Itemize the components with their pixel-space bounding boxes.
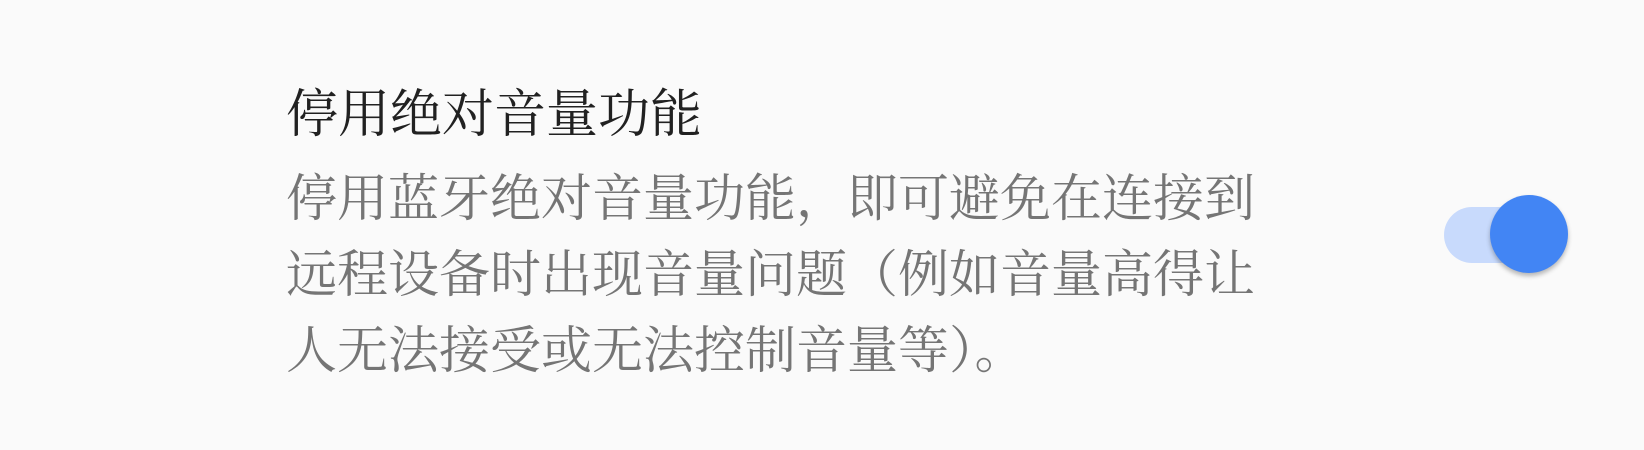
setting-summary: 停用蓝牙绝对音量功能，即可避免在连接到远程设备时出现音量问题（例如音量高得让人无法接受或无法控制音量等）。	[286, 170, 1256, 381]
setting-title: 停用绝对音量功能	[286, 85, 703, 145]
disable-absolute-volume-toggle[interactable]	[1440, 195, 1570, 275]
toggle-thumb	[1490, 195, 1568, 273]
